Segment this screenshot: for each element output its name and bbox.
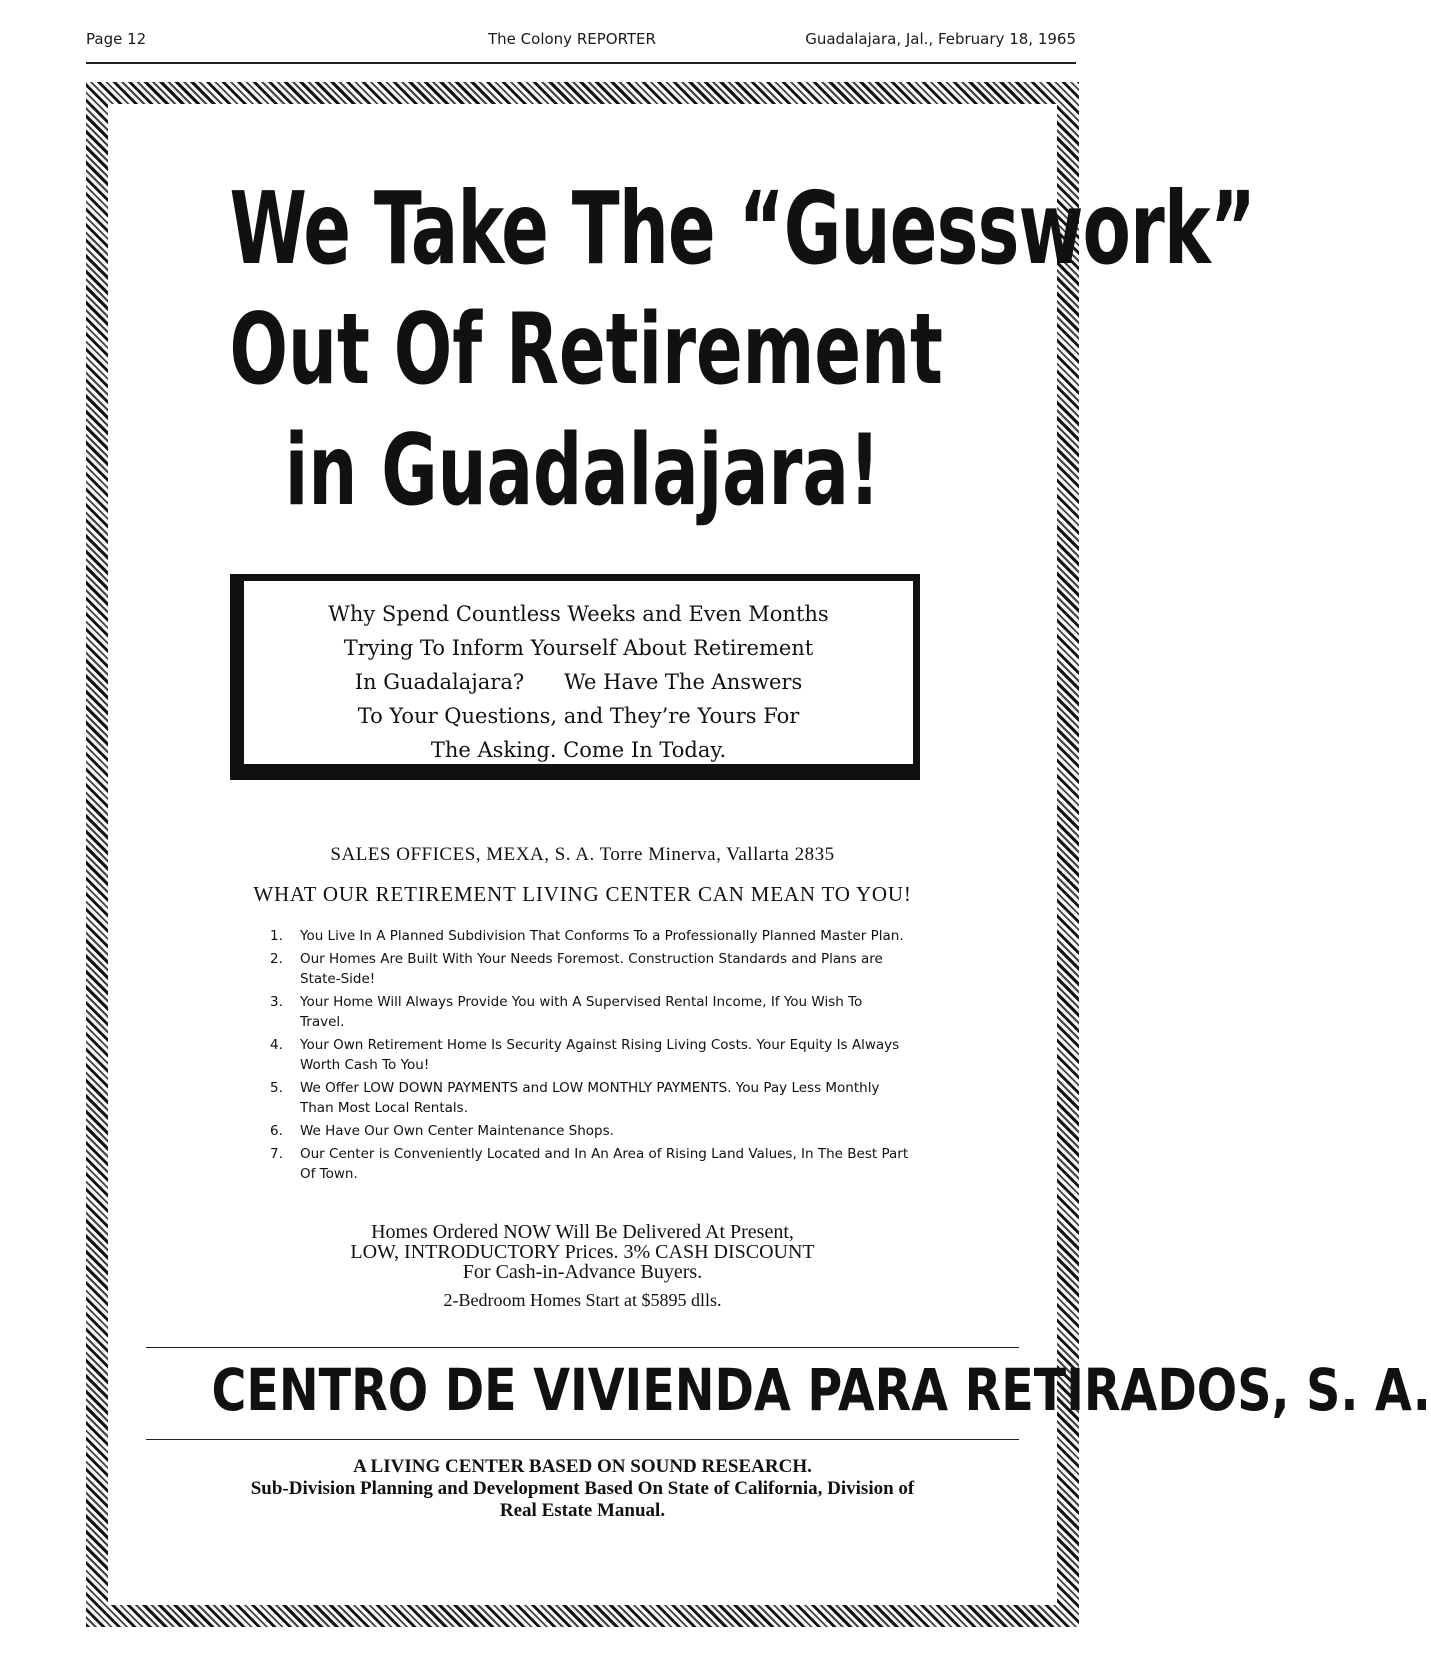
- page-number: Page 12: [86, 30, 147, 48]
- page-header: [86, 26, 1076, 54]
- offer-line-1: Homes Ordered NOW Will Be Delivered At Present,: [371, 1221, 794, 1243]
- list-item: [270, 992, 910, 1032]
- company-name: CENTRO DE VIVIENDA PARA RETIRADOS, S. A.: [211, 1356, 1431, 1424]
- list-number: 7.: [270, 1146, 283, 1162]
- divider-top: [146, 1347, 1019, 1348]
- headline-line-1: We Take The “Guesswork”: [229, 170, 1256, 287]
- list-number: 5.: [270, 1080, 283, 1096]
- list-number: 3.: [270, 994, 283, 1010]
- list-text: We Have Our Own Center Maintenance Shops.: [300, 1123, 614, 1139]
- divider-bottom: [146, 1439, 1019, 1440]
- callout-line: To Your Questions, and They’re Yours For: [357, 704, 800, 728]
- callout-line: The Asking. Come In Today.: [430, 738, 727, 762]
- offer-line-2: LOW, INTRODUCTORY Prices. 3% CASH DISCOUNT: [350, 1241, 815, 1263]
- tagline-line-3: Real Estate Manual.: [499, 1500, 666, 1521]
- list-number: 4.: [270, 1037, 283, 1053]
- list-item: [270, 1121, 910, 1141]
- list-text: Our Center is Conveniently Located and In An Area of Rising Land Values, In The Best Part Of Town.: [300, 1146, 909, 1182]
- callout-box: [230, 574, 920, 780]
- advertisement-border: [86, 82, 1431, 1627]
- header-divider: [86, 62, 1076, 64]
- list-item: [270, 1078, 910, 1118]
- tagline-line-1: A LIVING CENTER BASED ON SOUND RESEARCH.: [353, 1456, 812, 1477]
- list-number: 2.: [270, 951, 283, 967]
- dateline: Guadalajara, Jal., February 18, 1965: [805, 30, 1076, 48]
- list-number: 6.: [270, 1123, 283, 1139]
- list-text: You Live In A Planned Subdivision That Conforms To a Professionally Planned Master Plan.: [300, 928, 904, 944]
- starting-price: 2-Bedroom Homes Start at $5895 dlls.: [443, 1290, 722, 1310]
- list-item: [270, 949, 910, 989]
- benefits-list: [270, 926, 910, 1187]
- list-item: [270, 1035, 910, 1075]
- headline-line-3: in Guadalajara!: [284, 414, 881, 528]
- list-text: Our Homes Are Built With Your Needs Foremost. Construction Standards and Plans are State-Side!: [300, 951, 883, 987]
- list-text: We Offer LOW DOWN PAYMENTS and LOW MONTHLY PAYMENTS. You Pay Less Monthly Than Most Local Rentals.: [300, 1080, 880, 1116]
- sales-offices-address: SALES OFFICES, MEXA, S. A. Torre Minerva, Vallarta 2835: [330, 844, 835, 865]
- publication-name: The Colony REPORTER: [488, 30, 656, 48]
- offer-line-3: For Cash-in-Advance Buyers.: [462, 1261, 703, 1283]
- headline-line-2: Out Of Retirement: [229, 293, 943, 407]
- benefits-heading: WHAT OUR RETIREMENT LIVING CENTER CAN MEAN TO YOU!: [253, 882, 912, 906]
- callout-line: Why Spend Countless Weeks and Even Months: [328, 602, 829, 626]
- callout-line: In Guadalajara? We Have The Answers: [354, 670, 803, 694]
- list-text: Your Own Retirement Home Is Security Against Rising Living Costs. Your Equity Is Always Worth Cash To You!: [300, 1037, 900, 1073]
- offer-block: [130, 1222, 1035, 1310]
- callout-line: Trying To Inform Yourself About Retirement: [343, 636, 814, 660]
- advertisement-body: [130, 126, 1431, 1583]
- list-number: 1.: [270, 928, 283, 944]
- list-item: [270, 926, 910, 946]
- tagline-block: [130, 1456, 1035, 1522]
- list-item: [270, 1144, 910, 1184]
- tagline-line-2: Sub-Division Planning and Development Based On State of California, Division of: [250, 1478, 915, 1499]
- list-text: Your Home Will Always Provide You with A Supervised Rental Income, If You Wish To Travel.: [300, 994, 863, 1030]
